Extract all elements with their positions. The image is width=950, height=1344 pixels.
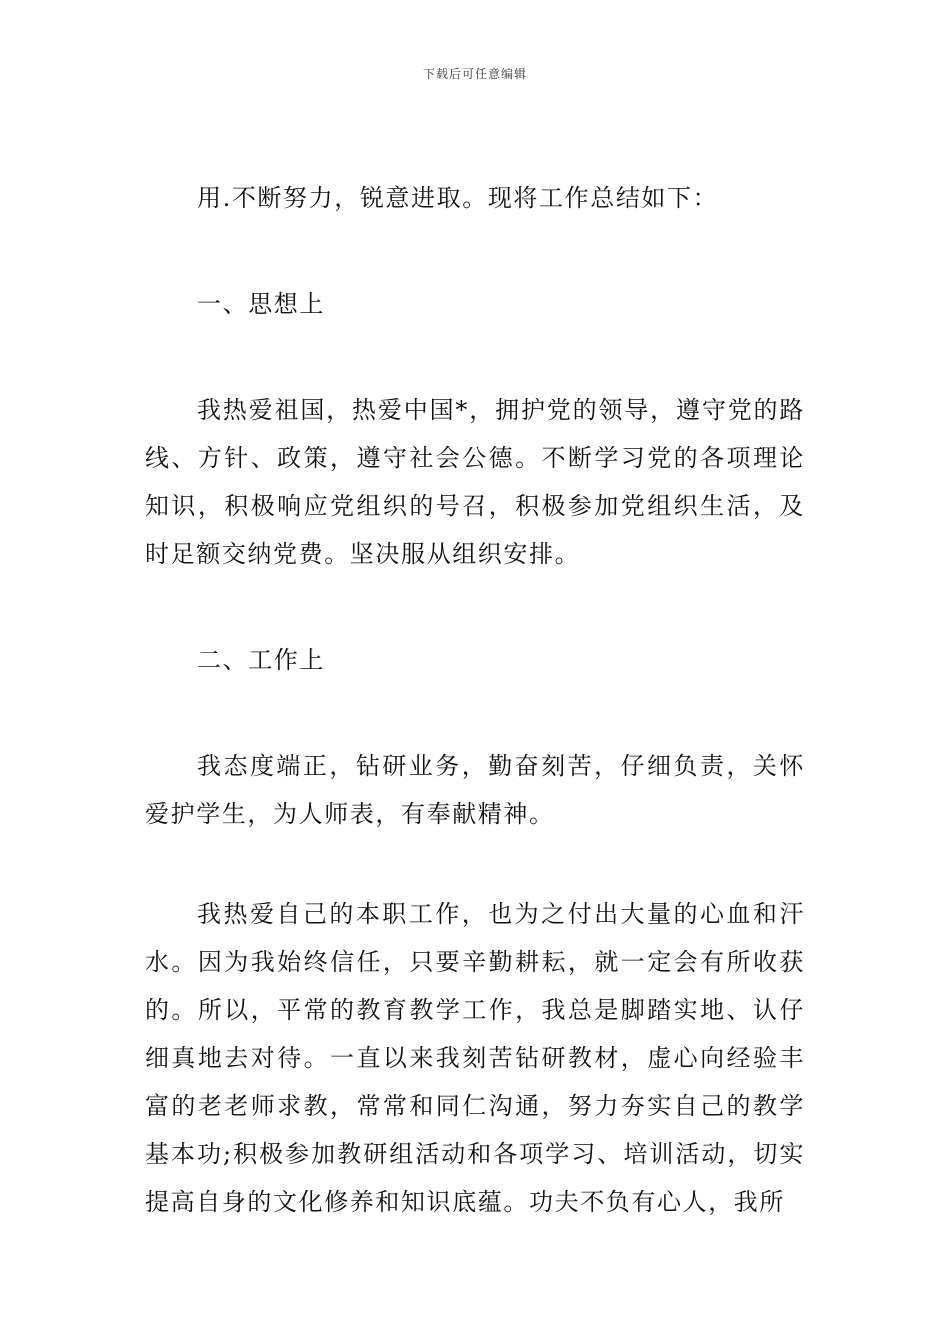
- paragraph-gap: [145, 222, 805, 280]
- paragraph-intro: 用.不断努力，锐意进取。现将工作总结如下：: [197, 184, 719, 212]
- paragraph-work-detail: 我热爱自己的本职工作，也为之付出大量的心血和汗水。因为我始终信任，只要辛勤耕耘，就一定会有所收获的。所以，平常的教育教学工作，我总是脚踏实地、认仔细真地去对待。一直以来我刻苦钻研教材，虚心向经验丰富的老老师求教，常常和同仁沟通，努力夯实自己的教学基本功;积极参加教研组活动和各项学习、培训活动，切实提高自身的文化修养和知识底蕴。功夫不负有心人，我所: [145, 900, 805, 1216]
- section-heading-thought: 一、思想上: [197, 290, 325, 318]
- paragraph-thought: 我热爱祖国，热爱中国*，拥护党的领导，遵守党的路线、方针、政策，遵守社会公德。不断学习党的各项理论知识，积极响应党组织的号召，积极参加党组织生活，及时足额交纳党费。坚决服从组织安排。: [145, 396, 805, 568]
- paragraph-gap: [145, 328, 805, 386]
- document-body: [145, 174, 805, 1226]
- paragraph-gap: [145, 578, 805, 636]
- section-heading-work: 二、工作上: [197, 646, 325, 674]
- paragraph-gap: [145, 838, 805, 890]
- paragraph-work-attitude: 我态度端正，钻研业务，勤奋刻苦，仔细负责，关怀爱护学生，为人师表，有奉献精神。: [145, 752, 805, 828]
- header-note: 下载后可任意编辑: [422, 67, 527, 81]
- paragraph-gap: [145, 684, 805, 742]
